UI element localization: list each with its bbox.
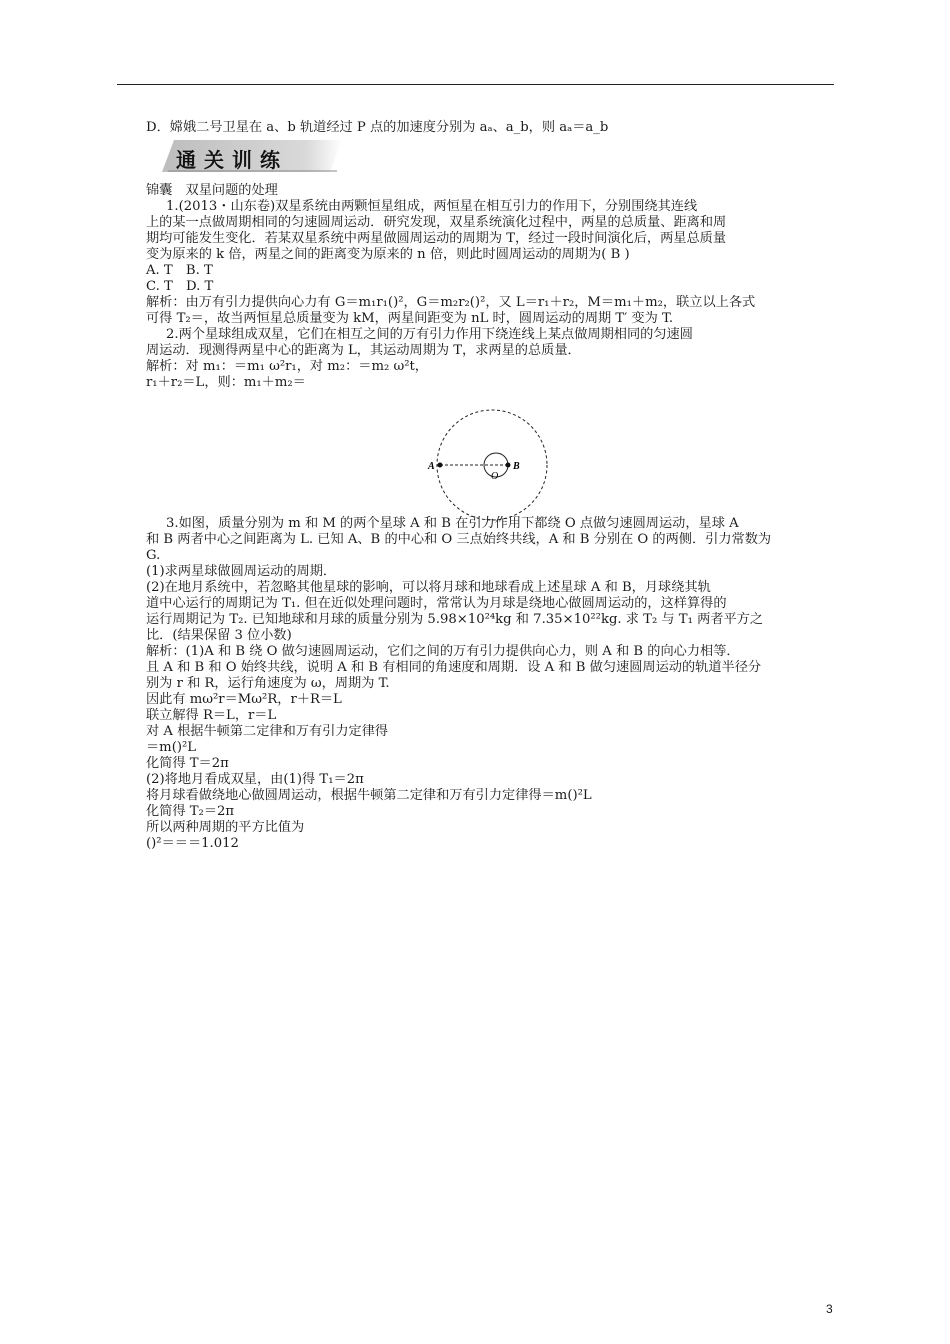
text-line: 对 A 根据牛顿第二定律和万有引力定律得	[146, 724, 389, 739]
option-d: D．嫦娥二号卫星在 a、b 轨道经过 P 点的加速度分别为 aₐ、a_b，则 aₐ＝a_b	[146, 120, 609, 135]
text-line: 化简得 T₂＝2π	[146, 804, 235, 819]
text-line: ＝m()²L	[146, 740, 197, 755]
text-line: 变为原来的 k 倍，两星之间的距离变为原来的 n 倍，则此时圆周运动的周期为( B )	[146, 247, 630, 262]
section-title: 通关训练	[176, 148, 288, 172]
text-line: 期均可能发生变化．若某双星系统中两星做圆周运动的周期为 T，经过一段时间演化后，两星总质量	[146, 231, 727, 246]
text-line: 所以两种周期的平方比值为	[146, 820, 305, 835]
label-b: B	[513, 461, 520, 472]
text-line: 比．(结果保留 3 位小数)	[146, 628, 292, 643]
label-o: O	[491, 471, 499, 482]
text-line: 可得 T₂＝，故当两恒星总质量变为 kM，两星间距变为 nL 时，圆周运动的周期 T′ 变为 T.	[146, 311, 674, 326]
text-line: 1.(2013・山东卷)双星系统由两颗恒星组成，两恒星在相互引力的作用下，分别围绕其连线	[166, 199, 698, 214]
text-line: 且 A 和 B 和 O 始终共线，说明 A 和 B 有相同的角速度和周期．设 A 和 B 做匀速圆周运动的轨道半径分	[146, 660, 762, 675]
text-line: 将月球看做绕地心做圆周运动，根据牛顿第二定律和万有引力定律得＝m()²L	[146, 788, 592, 803]
orbit-figure	[426, 398, 561, 533]
text-line: 因此有 mω²r＝Mω²R，r＋R＝L	[146, 692, 342, 707]
text-line: (2)在地月系统中，若忽略其他星球的影响，可以将月球和地球看成上述星球 A 和 B，月球绕其轨	[146, 580, 711, 595]
choice-line: A. T B. T	[146, 263, 213, 278]
label-a: A	[428, 461, 435, 472]
text-line: 周运动．现测得两星中心的距离为 L，其运动周期为 T，求两星的总质量．	[146, 343, 581, 358]
text-line: (2)将地月看成双星，由(1)得 T₁＝2π	[146, 772, 364, 787]
text-line: 联立解得 R＝L，r＝L	[146, 708, 277, 723]
text-line: 3.如图，质量分别为 m 和 M 的两个星球 A 和 B 在引力作用下都绕 O 点做匀速圆周运动，星球 A	[166, 516, 739, 531]
header-rule	[117, 84, 834, 85]
text-line: 解析：(1)A 和 B 绕 O 做匀速圆周运动，它们之间的万有引力提供向心力，则 A 和 B 的向心力相等．	[146, 644, 740, 659]
text-line: G.	[146, 548, 161, 563]
text-line: 化简得 T＝2π	[146, 756, 229, 771]
section-banner	[162, 138, 342, 172]
page-number: 3	[826, 1302, 833, 1316]
star-b	[506, 463, 511, 468]
binary-star-diagram	[426, 398, 561, 533]
text-line: 解析：对 m₁：＝m₁ ω²r₁，对 m₂：＝m₂ ω²t，	[146, 359, 428, 374]
text-line: 2.两个星球组成双星，它们在相互之间的万有引力作用下绕连线上某点做周期相同的匀速圆	[166, 327, 693, 342]
text-line: 别为 r 和 R，运行角速度为 ω，周期为 T.	[146, 676, 390, 691]
text-line: 上的某一点做周期相同的匀速圆周运动．研究发现，双星系统演化过程中，两星的总质量、距离和周	[146, 215, 727, 230]
text-line: 运行周期记为 T₂. 已知地球和月球的质量分别为 5.98×10²⁴kg 和 7.35×10²²kg. 求 T₂ 与 T₁ 两者平方之	[146, 612, 764, 627]
text-line: (1)求两星球做圆周运动的周期．	[146, 564, 337, 579]
star-a	[438, 463, 443, 468]
tip-heading: 锦囊 双星问题的处理	[146, 183, 278, 198]
text-line: 和 B 两者中心之间距离为 L. 已知 A、B 的中心和 O 三点始终共线，A 和 B 分别在 O 的两侧．引力常数为	[146, 532, 772, 547]
choice-line: C. T D. T	[146, 279, 214, 294]
text-line: 道中心运行的周期记为 T₁. 但在近似处理问题时，常常认为月球是绕地心做圆周运动的，这样算得的	[146, 596, 727, 611]
text-line: ()²＝＝＝1.012	[146, 836, 239, 851]
text-line: 解析：由万有引力提供向心力有 G＝m₁r₁()²，G＝m₂r₂()²，又 L＝r₁＋r₂，M＝m₁＋m₂，联立以上各式	[146, 295, 756, 310]
text-line: r₁＋r₂＝L，则：m₁＋m₂＝	[146, 375, 306, 390]
